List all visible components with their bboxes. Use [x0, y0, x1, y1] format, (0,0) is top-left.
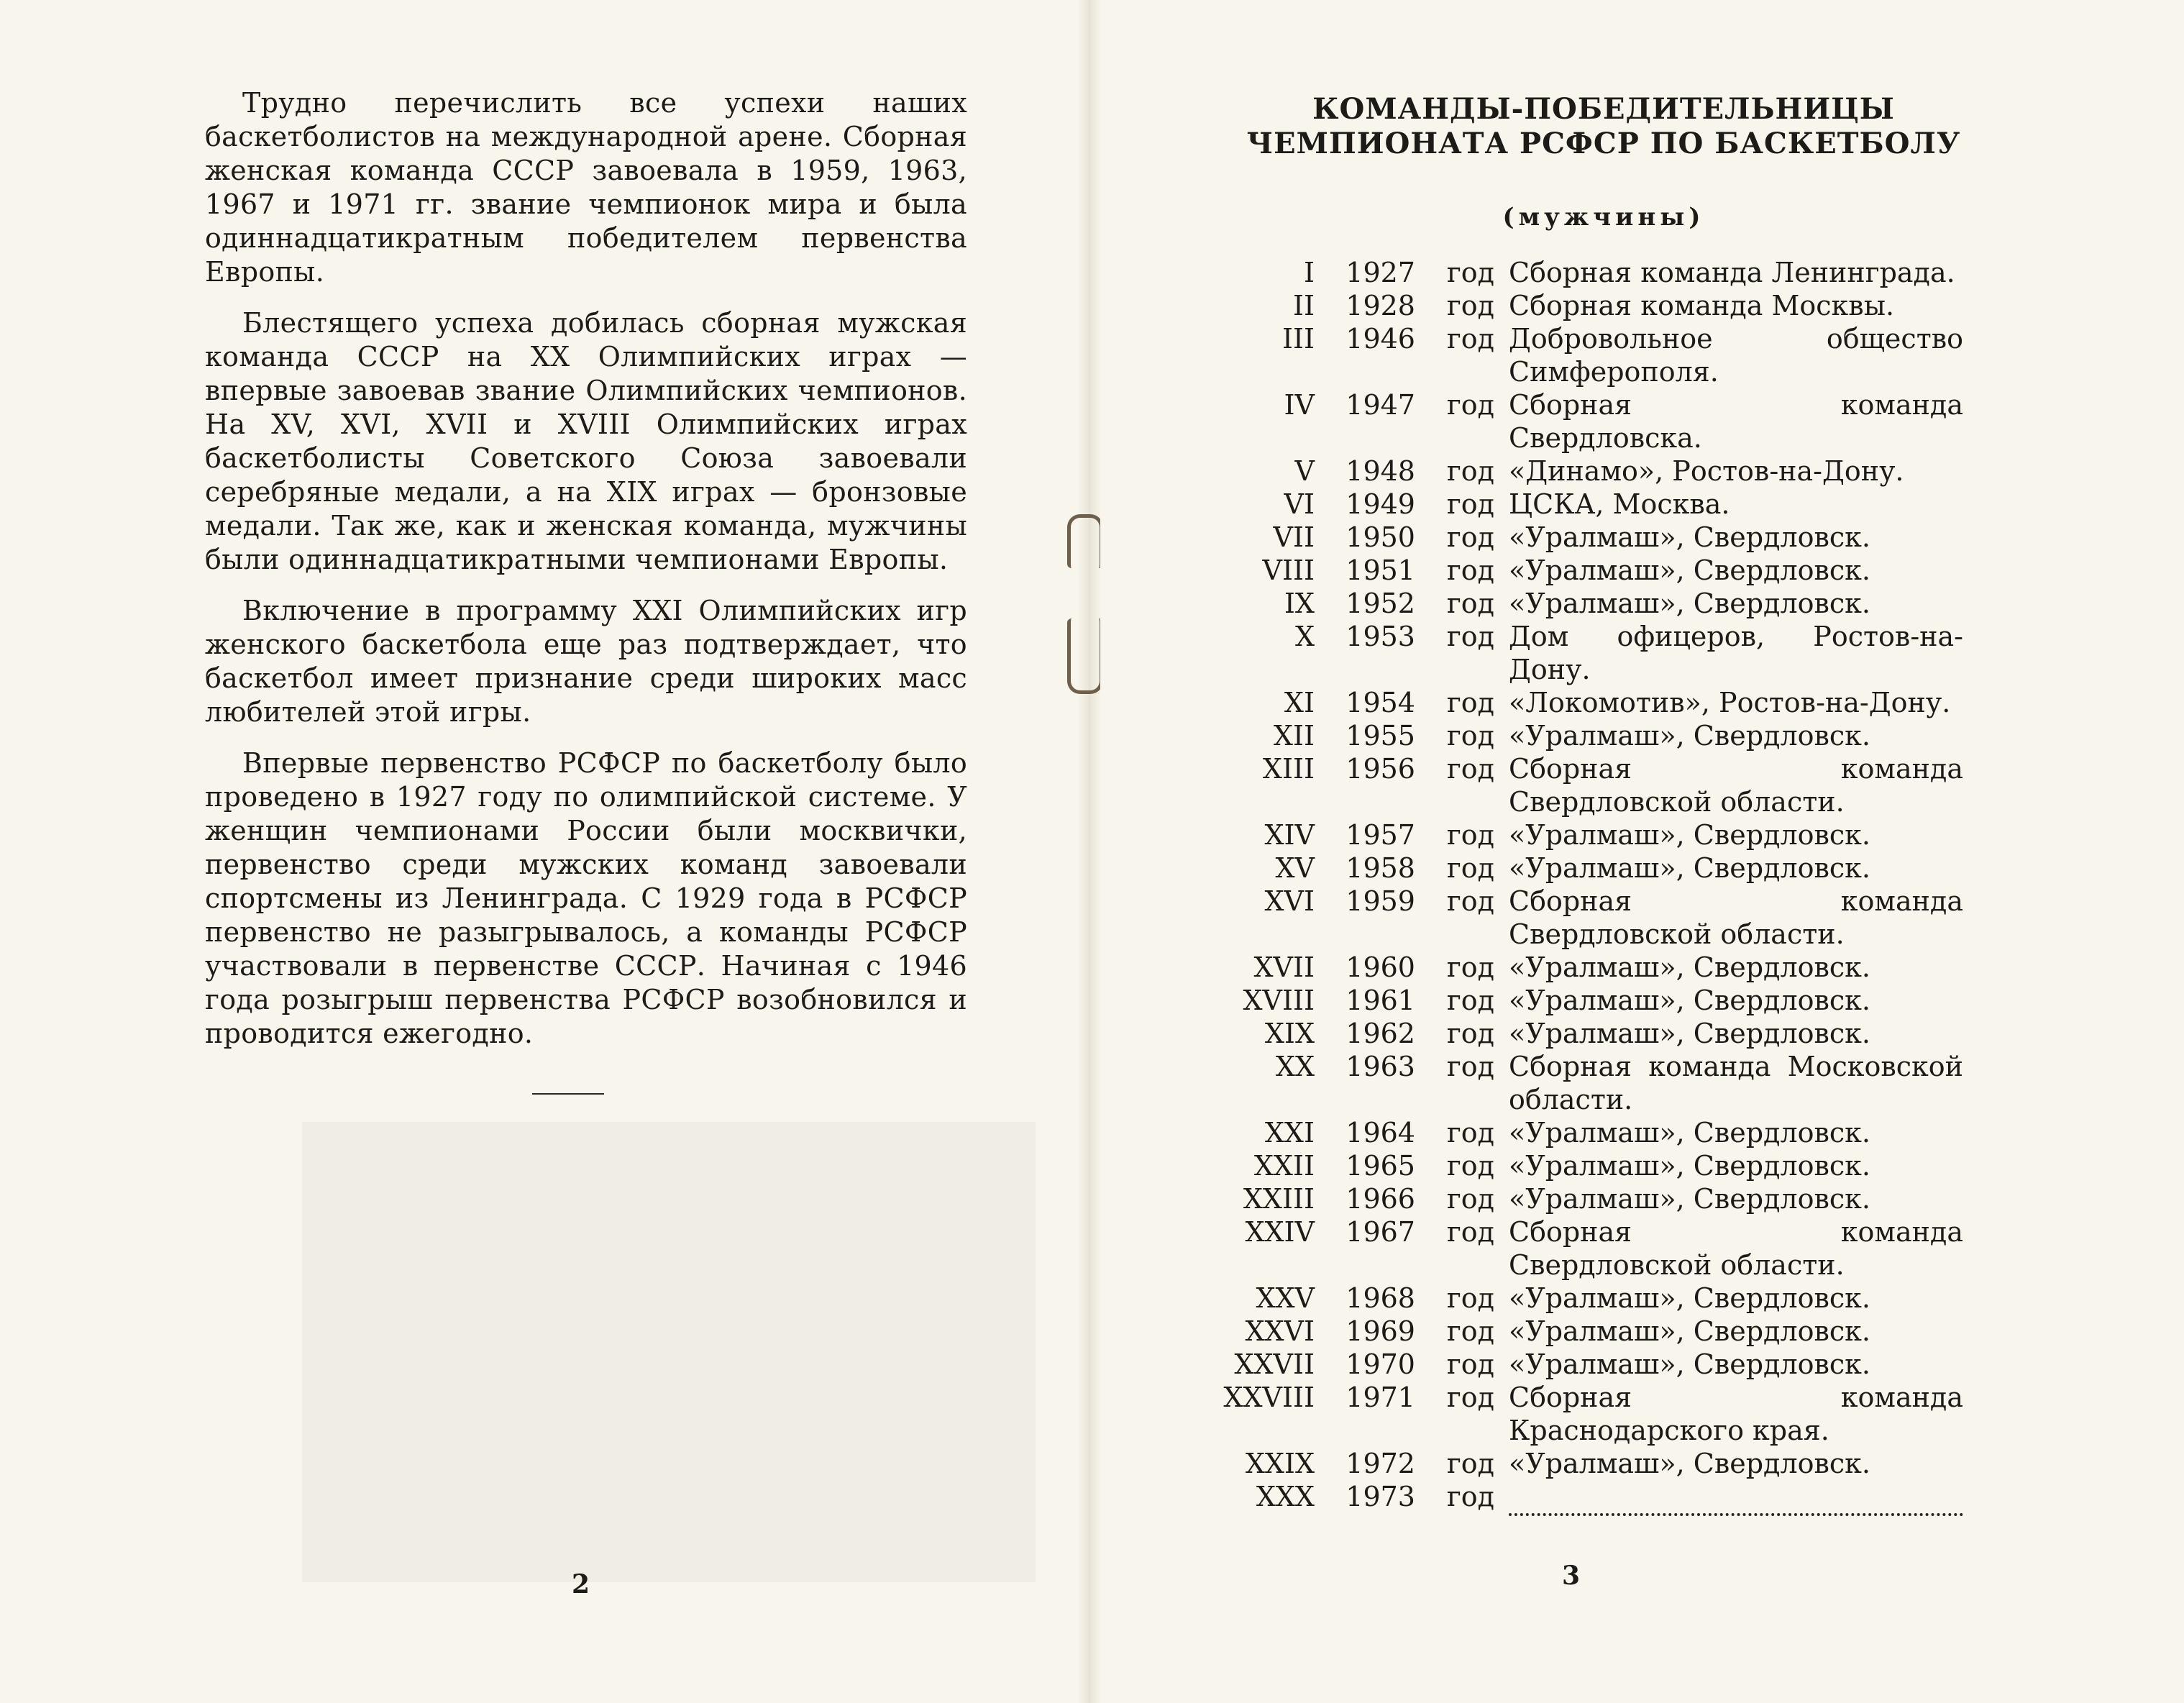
edition-number: XXVIII — [1223, 1382, 1315, 1413]
edition-number: XV — [1275, 852, 1315, 884]
edition-number: XI — [1284, 687, 1315, 718]
edition-number: XXV — [1256, 1282, 1315, 1314]
championship-year: 1973 — [1345, 1481, 1415, 1512]
champion-team: «Уралмаш», Свердловск. — [1509, 521, 1870, 553]
year-word: год — [1446, 1117, 1494, 1149]
year-word: год — [1446, 852, 1494, 884]
champion-row — [1187, 587, 1963, 620]
champion-team: «Уралмаш», Свердловск. — [1509, 720, 1870, 752]
edition-number: XVIII — [1243, 985, 1315, 1016]
year-word: год — [1446, 720, 1494, 752]
champion-team: Сборная команда Краснодарского края. — [1509, 1382, 1963, 1446]
edition-number: XIV — [1264, 819, 1315, 851]
edition-number: XXIV — [1245, 1216, 1315, 1248]
edition-number: XXIII — [1243, 1183, 1315, 1215]
champion-team: ЦСКА, Москва. — [1509, 488, 1730, 520]
champion-row — [1187, 388, 1963, 455]
champion-row — [1187, 1480, 1963, 1516]
year-word: год — [1446, 1382, 1494, 1413]
champion-team: Сборная команда Свердловской области. — [1509, 885, 1963, 950]
championship-year: 1971 — [1345, 1382, 1415, 1413]
center-fold — [1077, 0, 1102, 1703]
edition-number: XX — [1275, 1051, 1315, 1082]
championship-year: 1947 — [1345, 389, 1415, 421]
championship-year: 1962 — [1345, 1018, 1415, 1049]
champion-team: «Уралмаш», Свердловск. — [1509, 1117, 1870, 1149]
page-number-right: 3 — [1562, 1561, 1581, 1591]
year-word: год — [1446, 885, 1494, 917]
champion-row — [1187, 256, 1963, 289]
champion-team: «Динамо», Ростов-на-Дону. — [1509, 455, 1904, 487]
championship-year: 1963 — [1345, 1051, 1415, 1082]
champion-team: «Уралмаш», Свердловск. — [1509, 1448, 1870, 1479]
championship-year: 1966 — [1345, 1183, 1415, 1215]
champion-team: «Уралмаш», Свердловск. — [1509, 985, 1870, 1016]
champion-team: «Уралмаш», Свердловск. — [1509, 1183, 1870, 1215]
year-word: год — [1446, 819, 1494, 851]
champion-team: «Уралмаш», Свердловск. — [1509, 1018, 1870, 1049]
year-word: год — [1446, 1481, 1494, 1512]
edition-number: VIII — [1262, 554, 1315, 586]
edition-number: XII — [1273, 720, 1315, 752]
edition-number: XXI — [1264, 1117, 1315, 1149]
edition-number: XVII — [1253, 951, 1315, 983]
championship-year: 1948 — [1345, 455, 1415, 487]
championship-year: 1954 — [1345, 687, 1415, 718]
champion-team: «Уралмаш», Свердловск. — [1509, 588, 1870, 619]
champions-title — [1151, 92, 2057, 161]
championship-year: 1927 — [1345, 257, 1415, 288]
champion-team: «Уралмаш», Свердловск. — [1509, 1315, 1870, 1347]
championship-year: 1949 — [1345, 488, 1415, 520]
history-text — [205, 86, 967, 1068]
section-divider — [532, 1093, 604, 1095]
championship-year: 1958 — [1345, 852, 1415, 884]
champion-row — [1187, 719, 1963, 752]
champion-row — [1187, 289, 1963, 322]
championship-year: 1959 — [1345, 885, 1415, 917]
edition-number: XXII — [1253, 1150, 1315, 1182]
champions-subtitle: (мужчины) — [1502, 203, 1705, 232]
edition-number: XXVI — [1245, 1315, 1315, 1347]
year-word: год — [1446, 1348, 1494, 1380]
champion-team: «Уралмаш», Свердловск. — [1509, 1282, 1870, 1314]
champion-row — [1187, 521, 1963, 554]
edition-number: V — [1294, 455, 1315, 487]
staple-icon — [1067, 514, 1103, 568]
champion-team: «Уралмаш», Свердловск. — [1509, 951, 1870, 983]
championship-year: 1960 — [1345, 951, 1415, 983]
championship-year: 1965 — [1345, 1150, 1415, 1182]
edition-number: I — [1303, 257, 1315, 288]
championship-year: 1961 — [1345, 985, 1415, 1016]
champion-team: Дом офицеров, Ростов-на-Дону. — [1509, 621, 1963, 685]
year-word: год — [1446, 521, 1494, 553]
edition-number: IV — [1284, 389, 1315, 421]
championship-year: 1967 — [1345, 1216, 1415, 1248]
championship-year: 1968 — [1345, 1282, 1415, 1314]
championship-year: 1953 — [1345, 621, 1415, 652]
year-word: год — [1446, 290, 1494, 321]
paragraph: Впервые первенство РСФСР по баскетболу было проведено в 1927 году по олимпийской системе. У женщин чемпионами России были москвички, первенство среди мужских команд завоевали спортсмены из Ленинграда. С 1929 года в РСФСР первенство не разыгрывалось, а команды РСФСР участвовали в первенстве СССР. Начиная с 1946 года розыгрыш первенства РСФСР возобновился и проводится ежегодно. — [205, 747, 967, 1049]
edition-number: VI — [1284, 488, 1315, 520]
champion-row — [1187, 686, 1963, 719]
champion-team: «Уралмаш», Свердловск. — [1509, 819, 1870, 851]
champion-row — [1187, 1348, 1963, 1381]
year-word: год — [1446, 1018, 1494, 1049]
championship-year: 1946 — [1345, 323, 1415, 355]
champion-row — [1187, 1050, 1963, 1116]
year-word: год — [1446, 1216, 1494, 1248]
championship-year: 1956 — [1345, 753, 1415, 785]
champion-row — [1187, 322, 1963, 388]
champion-row — [1187, 554, 1963, 587]
champion-row — [1187, 1315, 1963, 1348]
year-word: год — [1446, 951, 1494, 983]
champion-row — [1187, 1381, 1963, 1447]
year-word: год — [1446, 1150, 1494, 1182]
champion-row — [1187, 1017, 1963, 1050]
championship-year: 1970 — [1345, 1348, 1415, 1380]
champion-row — [1187, 1149, 1963, 1182]
edition-number: XXIX — [1245, 1448, 1315, 1479]
paragraph: Включение в программу XXI Олимпийских игр женского баскетбола еще раз подтверждает, что баскетбол имеет признание среди широких масс любителей этой игры. — [205, 595, 967, 728]
champion-team: Сборная команда Ленинграда. — [1509, 257, 1955, 288]
champion-row — [1187, 951, 1963, 984]
edition-number: IX — [1284, 588, 1315, 619]
champion-team: Сборная команда Свердловской области. — [1509, 1216, 1963, 1281]
left-page — [0, 0, 1079, 1703]
year-word: год — [1446, 1183, 1494, 1215]
title-line-2: ЧЕМПИОНАТА РСФСР ПО БАСКЕТБОЛУ — [1246, 127, 1961, 160]
edition-number: XVI — [1264, 885, 1315, 917]
championship-year: 1972 — [1345, 1448, 1415, 1479]
champion-team: «Уралмаш», Свердловск. — [1509, 1150, 1870, 1182]
champion-row — [1187, 1182, 1963, 1215]
champion-row — [1187, 852, 1963, 885]
year-word: год — [1446, 1448, 1494, 1479]
championship-year: 1950 — [1345, 521, 1415, 553]
champion-row — [1187, 620, 1963, 686]
champion-row — [1187, 1215, 1963, 1282]
year-word: год — [1446, 1051, 1494, 1082]
champion-row — [1187, 752, 1963, 818]
edition-number: XXX — [1256, 1481, 1315, 1512]
staple-icon — [1067, 618, 1103, 694]
champion-team: Добровольное общество Симферополя. — [1509, 323, 1963, 388]
year-word: год — [1446, 554, 1494, 586]
champion-row — [1187, 984, 1963, 1017]
champion-row — [1187, 885, 1963, 951]
champion-row — [1187, 455, 1963, 488]
edition-number: VII — [1273, 521, 1315, 553]
champion-row — [1187, 818, 1963, 852]
year-word: год — [1446, 323, 1494, 355]
champion-team: Сборная команда Свердловска. — [1509, 389, 1963, 454]
champion-team: «Уралмаш», Свердловск. — [1509, 1348, 1870, 1380]
champion-team: «Локомотив», Ростов-на-Дону. — [1509, 687, 1951, 718]
champion-team: «Уралмаш», Свердловск. — [1509, 554, 1870, 586]
championship-year: 1951 — [1345, 554, 1415, 586]
edition-number: XXVII — [1234, 1348, 1315, 1380]
year-word: год — [1446, 753, 1494, 785]
edition-number: XIII — [1262, 753, 1315, 785]
champion-team: Сборная команда Москвы. — [1509, 290, 1895, 321]
champion-row — [1187, 1282, 1963, 1315]
year-word: год — [1446, 389, 1494, 421]
year-word: год — [1446, 488, 1494, 520]
year-word: год — [1446, 1282, 1494, 1314]
edition-number: XIX — [1264, 1018, 1315, 1049]
year-word: год — [1446, 588, 1494, 619]
champion-row — [1187, 1447, 1963, 1480]
championship-year: 1952 — [1345, 588, 1415, 619]
title-line-1: КОМАНДЫ-ПОБЕДИТЕЛЬНИЦЫ — [1312, 92, 1895, 126]
paragraph: Блестящего успеха добилась сборная мужская команда СССР на XX Олимпийских играх — впервые завоевав звание Олимпийских чемпионов. На XV, XVI, XVII и XVIII Олимпийских играх баскетболисты Советского Союза завоевали серебряные медали, а на XIX играх — бронзовые медали. Так же, как и женская команда, мужчины были одиннадцатикратными чемпионами Европы. — [205, 307, 967, 575]
edition-number: X — [1294, 621, 1315, 652]
paragraph: Трудно перечислить все успехи наших баскетболистов на международной арене. Сборная женская команда СССР завоевала в 1959, 1963, 1967 и 1971 гг. звание чемпионок мира и была одиннадцатикратным победителем первенства Европы. — [205, 87, 967, 288]
edition-number: II — [1292, 290, 1315, 321]
championship-year: 1957 — [1345, 819, 1415, 851]
champion-row — [1187, 488, 1963, 521]
champion-team: Сборная команда Свердловской области. — [1509, 753, 1963, 818]
blank-entry-line — [1509, 1483, 1963, 1516]
championship-year: 1969 — [1345, 1315, 1415, 1347]
champion-team: Сборная команда Московской области. — [1509, 1051, 1963, 1115]
championship-year: 1964 — [1345, 1117, 1415, 1149]
edition-number: III — [1281, 323, 1315, 355]
champion-team: «Уралмаш», Свердловск. — [1509, 852, 1870, 884]
year-word: год — [1446, 455, 1494, 487]
page-number-left: 2 — [572, 1569, 590, 1599]
championship-year: 1955 — [1345, 720, 1415, 752]
year-word: год — [1446, 621, 1494, 652]
championship-year: 1928 — [1345, 290, 1415, 321]
bleed-through-shadow — [302, 1122, 1036, 1582]
champions-table — [1187, 256, 1963, 1516]
year-word: год — [1446, 687, 1494, 718]
year-word: год — [1446, 257, 1494, 288]
champion-row — [1187, 1116, 1963, 1149]
year-word: год — [1446, 985, 1494, 1016]
year-word: год — [1446, 1315, 1494, 1347]
